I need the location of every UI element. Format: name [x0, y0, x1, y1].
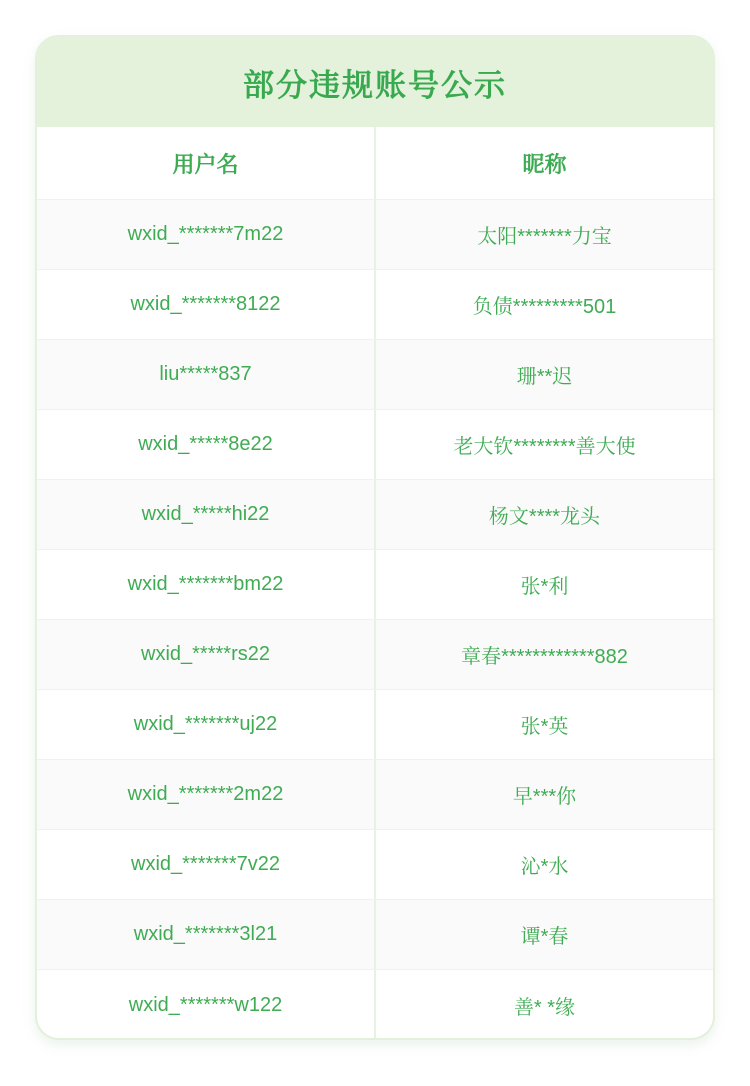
nickname-cell: 太阳*******力宝	[374, 200, 713, 269]
table-row	[37, 760, 713, 830]
table-row	[37, 340, 713, 410]
username-cell: wxid_*******7m22	[127, 223, 284, 245]
table-row	[37, 270, 713, 340]
table-row	[37, 690, 713, 760]
username-cell: wxid_*****rs22	[141, 643, 270, 665]
username-cell: wxid_*******w122	[128, 993, 283, 1016]
table-header-row	[37, 127, 713, 200]
username-cell: wxid_*******3l21	[133, 923, 278, 945]
table-row	[37, 620, 713, 690]
username-cell: wxid_*****8e22	[138, 433, 273, 455]
username-cell: liu*****837	[159, 363, 252, 385]
table-row	[37, 410, 713, 480]
column-header-username: 用户名	[172, 151, 239, 177]
nickname-cell: 善* *缘	[374, 970, 713, 1040]
nickname-cell: 早***你	[374, 760, 713, 829]
page-title: 部分违规账号公示	[243, 67, 507, 103]
table-row	[37, 900, 713, 970]
nickname-cell: 负债*********501	[374, 270, 713, 339]
violation-table	[37, 127, 713, 1040]
nickname-cell: 谭*春	[374, 900, 713, 969]
nickname-cell: 珊**迟	[374, 340, 713, 409]
violation-disclosure-card	[35, 35, 715, 1040]
card-header	[37, 37, 713, 127]
nickname-cell: 老大钦********善大使	[374, 410, 713, 479]
table-row	[37, 970, 713, 1040]
nickname-cell: 张*英	[374, 690, 713, 759]
username-cell: wxid_*******7v22	[131, 853, 280, 875]
nickname-cell: 杨文****龙头	[374, 480, 713, 549]
username-cell: wxid_*****hi22	[141, 503, 270, 525]
table-row	[37, 480, 713, 550]
nickname-cell: 张*利	[374, 550, 713, 619]
username-cell: wxid_*******8122	[130, 293, 281, 315]
username-cell: wxid_*******2m22	[127, 783, 284, 805]
nickname-cell: 章春************882	[374, 620, 713, 689]
table-row	[37, 830, 713, 900]
username-cell: wxid_*******uj22	[133, 713, 278, 735]
table-body	[37, 200, 713, 1040]
nickname-cell: 沁*水	[374, 830, 713, 899]
table-row	[37, 550, 713, 620]
column-header-nickname: 昵称	[374, 127, 713, 199]
username-cell: wxid_*******bm22	[127, 573, 284, 595]
table-row	[37, 200, 713, 270]
